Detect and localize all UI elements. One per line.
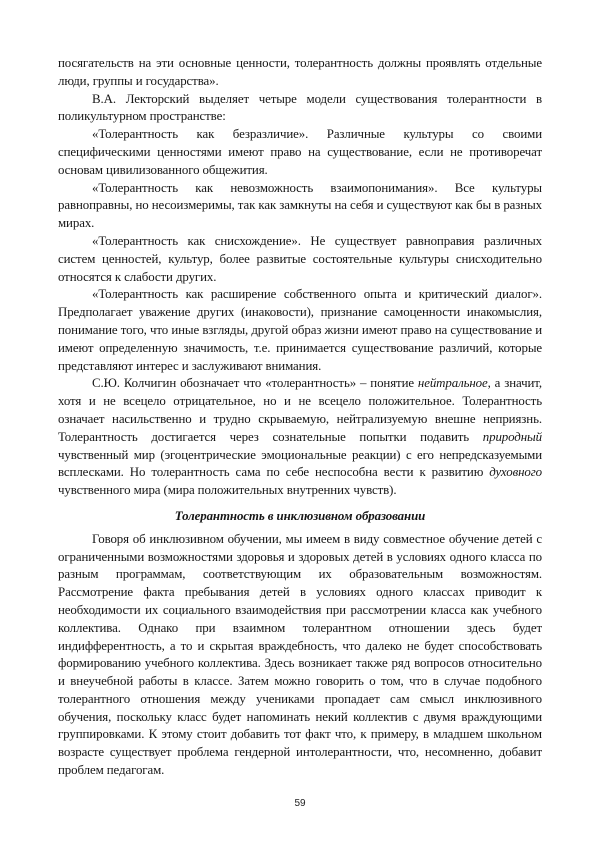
text-run: «Толерантность как снисхождение». Не существует равноправия различных систем ценностей, культур, более развитые состоятельные культуры снисходительно относятся к слабости других. (58, 233, 542, 284)
italic-term: духовного (489, 465, 542, 480)
paragraph (58, 286, 542, 375)
text-run: С.Ю. Колчигин обозначает что «толерантность» – понятие (92, 376, 418, 391)
bottom-paragraphs (58, 531, 542, 780)
paragraph (58, 91, 542, 127)
paragraph (58, 531, 542, 780)
text-run: , а значит, хотя и не всецело отрицательное, но и не всецело положительное. Толерантность означает насильственно и трудно скрываемую, нейтрализуемую внешне неприязнь. Толерантность достигается через сознательные попытки подавить (58, 376, 542, 444)
text-run: «Толерантность как безразличие». Различные культуры со своими специфическими ценностями имеют право на существование, если не противоречат основам цивилизованного общежития. (58, 127, 542, 177)
page-number: 59 (294, 798, 306, 809)
text-run: «Толерантность как невозможность взаимопонимания». Все культуры равноправны, но несоизмеримы, так как замкнуты на себя и существуют как бы в разных мирах. (58, 180, 542, 231)
italic-term: нейтральное (417, 376, 488, 391)
top-paragraphs (58, 55, 542, 500)
text-run: чувственного мира (мира положительных внутренних чувств). (58, 483, 397, 498)
paragraph (58, 375, 542, 500)
text-run: чувственный мир (эгоцентрические эмоциональные реакции) с его непредсказуемыми всплесками. Но толерантность сама по себе неспособна вести к развитию (58, 447, 542, 480)
paragraph (58, 55, 542, 91)
text-run: посягательств на эти основные ценности, толерантность должны проявлять отдельные люди, группы и государства». (58, 56, 542, 88)
paragraph (58, 126, 542, 179)
text-run: Говоря об инклюзивном обучении, мы имеем в виду совместное обучение детей с ограниченными возможностями здоровья и здоровых детей в условиях одного класса по разным программам, соответствующим их образовательным возможностям. Рассмотрение факта пребывания детей в условиях одного классах приводит к необходимости их социального взаимодействия при рассмотрении класса как учебного коллектива. Однако при взаимном толерантном отношении здесь будет индифферентность, а то и скрытая враждебность, что далеко не будет способствовать формированию учебного коллектива. Здесь возникает также ряд вопросов относительно и внеучебной работы в классе. Затем можно говорить о том, что в случае подобного толерантного отношения между учениками пропадает сам смысл инклюзивного обучения, поскольку класс будет напоминать некий коллектив с двумя враждующими группировками. К этому стоит добавить тот факт что, к примеру, в младшем школьном возрасте существует проблема гендерной интолерантности, что, несомненно, добавит проблем педагогам. (58, 531, 542, 778)
paragraph (58, 180, 542, 233)
paragraph (58, 233, 542, 286)
text-run: «Толерантность как расширение собственного опыта и критический диалог». Предполагает уважение других (инаковости), признание самоценности инакомыслия, понимание того, что иные взгляды, другой образ жизни имеют право на существование и имеют определенную значимость, т.е. принимается существование различий, которые представляют интерес и заслуживают внимания. (58, 287, 542, 373)
italic-term: природный (482, 429, 542, 444)
page-body (58, 55, 542, 780)
text-run: В.А. Лекторский выделяет четыре модели существования толерантности в поликультурном пространстве: (58, 91, 542, 124)
section-heading: Толерантность в инклюзивном образовании (174, 508, 426, 523)
